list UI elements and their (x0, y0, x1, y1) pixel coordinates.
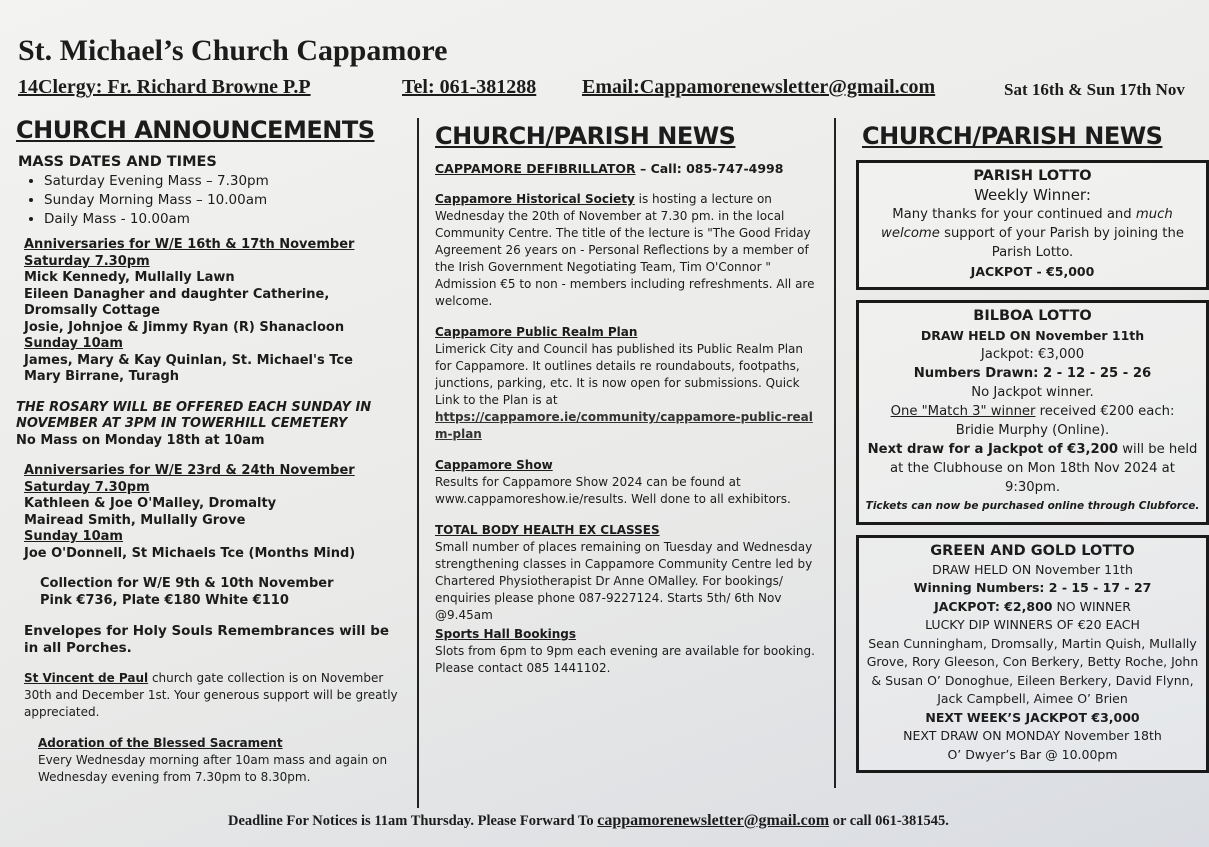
show-notice (435, 457, 815, 508)
clergy-line: 14Clergy: Fr. Richard Browne P.P (18, 76, 311, 98)
sunday-label: Sunday 10am (24, 529, 123, 544)
bilboa-no-jackpot: No Jackpot winner. (971, 385, 1094, 400)
announcements-column (16, 112, 406, 786)
parish-lotto-title: PARISH LOTTO (973, 168, 1092, 184)
rosary-text: THE ROSARY WILL BE OFFERED EACH SUNDAY IN NOVEMBER AT 3PM IN TOWERHILL CEMETERY (16, 399, 372, 431)
sports-hall-text: Slots from 6pm to 9pm each evening are available for booking. Please contact 085 1441102. (435, 644, 815, 675)
anniversaries-heading: Anniversaries for W/E 23rd & 24th November (24, 463, 355, 478)
issue-dates: Sat 16th & Sun 17th Nov (1004, 80, 1185, 99)
list-item: Josie, Johnjoe & Jimmy Ryan (R) Shanacloon (24, 319, 345, 335)
defibrillator-heading: CAPPAMORE DEFIBRILLATOR (435, 161, 636, 176)
green-gold-numbers: Winning Numbers: 2 - 15 - 17 - 27 (913, 580, 1152, 595)
lucky-dip-winners: Sean Cunningham, Dromsally, Martin Quish, Mullally Grove, Rory Gleeson, Con Berkery, Betty Roche, John & Susan O’ Donoghue, Eileen Berkery, David Flynn, Jack Campbell, Aimee O’ Brien (866, 635, 1199, 706)
next-week-jackpot: NEXT WEEK’S JACKPOT €3,000 (925, 709, 1140, 725)
parish-lotto-text-b: support of your Parish by joining the Parish Lotto. (939, 226, 1184, 260)
green-gold-jackpot (865, 598, 1200, 617)
next-draw-venue: O’ Dwyer’s Bar @ 10.00pm (947, 746, 1118, 762)
defibrillator-phone: – Call: 085-747-4998 (635, 161, 784, 176)
svdp-notice (16, 670, 406, 721)
lotto-column (856, 112, 1209, 783)
mass-times-heading: MASS DATES AND TIMES (18, 154, 217, 170)
lotto-column-title: CHURCH/PARISH NEWS (862, 122, 1163, 150)
sports-hall-heading: Sports Hall Bookings (435, 627, 576, 641)
bilboa-numbers: Numbers Drawn: 2 - 12 - 25 - 26 (913, 366, 1152, 381)
anniversaries-block-2 (16, 463, 406, 562)
parish-lotto-box (856, 160, 1209, 290)
list-item: Joe O'Donnell, St Michaels Tce (Months Mind) (24, 545, 356, 561)
rosary-notice (16, 400, 406, 450)
parish-news-title: CHURCH/PARISH NEWS (435, 122, 736, 150)
bilboa-winner: Bridie Murphy (Online). (955, 423, 1110, 438)
no-mass-notice: No Mass on Monday 18th at 10am (16, 432, 265, 448)
green-gold-jackpot-amount: JACKPOT: €2,800 (934, 598, 1053, 614)
footer-email[interactable]: cappamorenewsletter@gmail.com (597, 812, 830, 829)
public-realm-notice (435, 324, 815, 443)
footer-text-b: or call 061-381545. (829, 813, 949, 829)
bilboa-draw-date: DRAW HELD ON November 11th (920, 328, 1145, 343)
parish-lotto-jackpot: JACKPOT - €5,000 (970, 264, 1095, 279)
list-item: • Sunday Morning Mass – 10.00am (44, 192, 406, 208)
public-realm-heading: Cappamore Public Realm Plan (435, 325, 638, 339)
collection-notice (16, 576, 406, 609)
next-draw-date: NEXT DRAW ON MONDAY November 18th (903, 728, 1162, 743)
svdp-name: St Vincent de Paul (24, 671, 149, 685)
historical-society-name: Cappamore Historical Society (435, 192, 635, 206)
list-item: Mary Birrane, Turagh (24, 369, 180, 384)
bilboa-match3-label: One "Match 3" winner (890, 404, 1036, 419)
saturday-label: Saturday 7.30pm (24, 253, 150, 269)
bilboa-lotto-title: BILBOA LOTTO (973, 308, 1092, 324)
bilboa-match3-rest: received €200 each: (1035, 404, 1175, 419)
deadline-footer (228, 812, 949, 830)
public-realm-link[interactable]: https://cappamore.ie/community/cappamore-public-realm-plan (435, 410, 813, 441)
anniversaries-heading: Anniversaries for W/E 16th & 17th November (24, 237, 355, 252)
parish-lotto-emphasis: much welcome (881, 207, 1173, 241)
bilboa-match3 (865, 402, 1200, 421)
bilboa-next-draw (865, 440, 1200, 497)
saturday-label: Saturday 7.30pm (24, 479, 150, 495)
svdp-text: church gate collection is on November 30th and December 1st. Your generous support will be greatly appreciated. (24, 671, 398, 719)
sports-hall-notice (435, 626, 815, 677)
historical-society-notice (435, 191, 815, 310)
defibrillator-notice (435, 160, 815, 177)
green-gold-draw-date: DRAW HELD ON November 11th (932, 561, 1133, 577)
list-item: • Saturday Evening Mass – 7.30pm (44, 173, 406, 189)
collection-heading: Collection for W/E 9th & 10th November (40, 576, 334, 591)
green-gold-lotto-box (856, 535, 1209, 773)
newsletter-email[interactable]: Email:Cappamorenewsletter@gmail.com (582, 76, 936, 98)
show-text: Results for Cappamore Show 2024 can be found at www.cappamoreshow.ie/results. Well done to all exhibitors. (435, 475, 791, 506)
green-gold-no-winner: NO WINNER (1052, 598, 1131, 614)
footer-text-a: Deadline For Notices is 11am Thursday. Please Forward To (228, 813, 598, 829)
list-item: Kathleen & Joe O'Malley, Dromalty (24, 496, 277, 511)
announcements-title: CHURCH ANNOUNCEMENTS (16, 116, 375, 144)
list-item: James, Mary & Kay Quinlan, St. Michael's Tce (24, 352, 353, 368)
newsletter-title: St. Michael’s Church Cappamore (18, 34, 448, 67)
collection-amounts: Pink €736, Plate €180 White €110 (40, 592, 289, 608)
anniversaries-block-1 (16, 237, 406, 386)
show-heading: Cappamore Show (435, 458, 553, 472)
bilboa-tickets-note: Tickets can now be purchased online through Clubforce. (865, 500, 1200, 512)
health-classes-heading: TOTAL BODY HEALTH EX CLASSES (435, 523, 660, 537)
green-gold-title: GREEN AND GOLD LOTTO (930, 543, 1135, 559)
adoration-heading: Adoration of the Blessed Sacrament (38, 736, 283, 750)
envelopes-notice: Envelopes for Holy Souls Remembrances will be in all Porches. (24, 623, 390, 656)
parish-news-column (435, 112, 815, 677)
bilboa-next-jackpot: Next draw for a Jackpot of €3,200 (867, 442, 1119, 457)
weekly-winner-label: Weekly Winner: (974, 186, 1091, 204)
parish-lotto-text (865, 205, 1200, 262)
list-item: Eileen Danagher and daughter Catherine, Dromsally Cottage (24, 286, 330, 318)
public-realm-text: Limerick City and Council has published its Public Realm Plan for Cappamore. It outlines details re roundabouts, footpaths, junctions, parking, etc. It is now open for submissions. Quick Link to the Plan is at (435, 342, 803, 407)
health-classes-text: Small number of places remaining on Tuesday and Wednesday strengthening classes in Cappamore Community Centre led by Chartered Physiotherapist Dr Anne OMalley. For bookings/ enquiries please phone 087-9227124. Starts 5th/ 6th Nov @9.45am (435, 540, 813, 622)
health-classes-notice (435, 522, 815, 624)
list-item: Mairead Smith, Mullally Grove (24, 512, 246, 528)
sunday-label: Sunday 10am (24, 336, 123, 351)
list-item: • Daily Mass - 10.00am (44, 211, 406, 227)
mass-times-list (16, 173, 406, 227)
bilboa-lotto-box (856, 300, 1209, 525)
list-item: Mick Kennedy, Mullally Lawn (24, 270, 235, 285)
adoration-notice (16, 735, 406, 786)
adoration-text: Every Wednesday morning after 10am mass and again on Wednesday evening from 7.30pm to 8.30pm. (38, 753, 388, 784)
parish-phone: Tel: 061-381288 (402, 76, 537, 98)
parish-lotto-text-a: Many thanks for your continued and (892, 207, 1136, 222)
column-divider (417, 118, 419, 808)
historical-society-text: is hosting a lecture on Wednesday the 20th of November at 7.30 pm. in the local Community Centre. The title of the lecture is "The Good Friday Agreement 26 years on - Personal Reflections by a member of the Irish Government Negotiating Team, Tim O'Connor " Admission €5 to non - members including refreshments. All are welcome. (435, 192, 815, 308)
column-divider (834, 118, 836, 788)
lucky-dip-heading: LUCKY DIP WINNERS OF €20 EACH (925, 617, 1140, 632)
bilboa-jackpot: Jackpot: €3,000 (980, 347, 1085, 362)
bilboa-next-venue: will be held at the Clubhouse on Mon 18th Nov 2024 at 9:30pm. (890, 442, 1198, 495)
